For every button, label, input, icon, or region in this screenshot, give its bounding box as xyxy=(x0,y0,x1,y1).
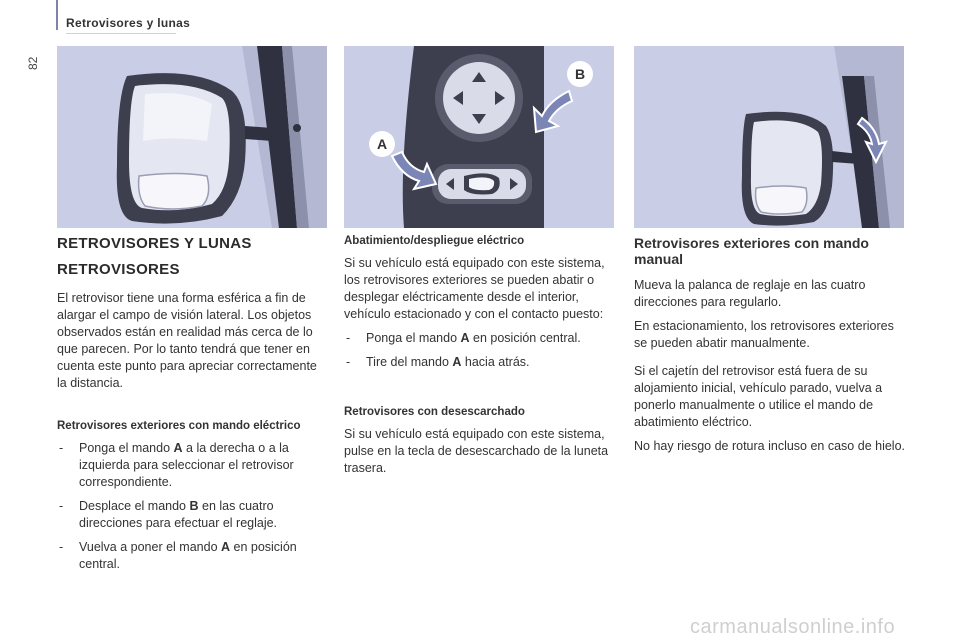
electric-steps xyxy=(57,440,327,573)
column-3 xyxy=(634,235,906,462)
label-b: B xyxy=(574,66,586,82)
header-accent-bar xyxy=(56,0,58,30)
section-header: Retrovisores y lunas xyxy=(66,16,191,30)
fold-heading: Abatimiento/despliegue eléctrico xyxy=(344,235,525,247)
defrost-heading: Retrovisores con desescarchado xyxy=(344,406,525,418)
manual-paragraph-4: No hay riesgo de rotura incluso en caso de hielo. xyxy=(634,439,905,453)
manual-paragraph-1: Mueva la palanca de reglaje en las cuatro direcciones para regularlo. xyxy=(634,278,866,309)
column-1 xyxy=(57,235,327,580)
figure-mirror-controls xyxy=(344,46,614,228)
fold-steps xyxy=(344,330,614,371)
manual-paragraph-3: Si el cajetín del retrovisor está fuera de su alojamiento inicial, vehículo parado, vuelva a ponerlo manualmente o utilice el mando de abatimiento eléctrico. xyxy=(634,364,883,429)
fold-paragraph: Si su vehículo está equipado con este sistema, los retrovisores exteriores se pueden abatir o desplegar eléctricamente desde el interior, vehículo estacionado y con el contacto puesto: xyxy=(344,256,605,321)
figure-electric-mirror xyxy=(57,46,327,228)
header-underline xyxy=(66,33,176,34)
watermark: carmanualsonline.info xyxy=(690,616,896,638)
list-item: - Vuelva a poner el mando A en posición central. xyxy=(57,539,327,573)
section-title: RETROVISORES Y LUNAS xyxy=(57,235,252,252)
manual-paragraph-2: En estacionamiento, los retrovisores exteriores se pueden abatir manualmente. xyxy=(634,319,894,350)
electric-heading: Retrovisores exteriores con mando eléctrico xyxy=(57,420,301,432)
page-number: 82 xyxy=(26,56,40,70)
list-item: - Tire del mando A hacia atrás. xyxy=(344,354,614,371)
list-item: - Desplace el mando B en las cuatro direcciones para efectuar el reglaje. xyxy=(57,498,327,532)
manual-heading: Retrovisores exteriores con mando manual xyxy=(634,235,869,267)
list-item: - Ponga el mando A a la derecha o a la izquierda para seleccionar el retrovisor correspondiente. xyxy=(57,440,327,491)
figure-manual-mirror xyxy=(634,46,904,228)
defrost-paragraph: Si su vehículo está equipado con este sistema, pulse en la tecla de desescarchado de la luneta trasera. xyxy=(344,427,609,475)
list-item: - Ponga el mando A en posición central. xyxy=(344,330,614,347)
section-subtitle: RETROVISORES xyxy=(57,261,180,278)
label-a: A xyxy=(376,136,388,152)
intro-paragraph: El retrovisor tiene una forma esférica a fin de alargar el campo de visión lateral. Los objetos observados están en realidad más cerca de lo que parecen. Por lo tanto tendrá que tener en cuenta este punto para apreciar correctamente la distancia. xyxy=(57,291,317,390)
column-2 xyxy=(344,235,614,484)
